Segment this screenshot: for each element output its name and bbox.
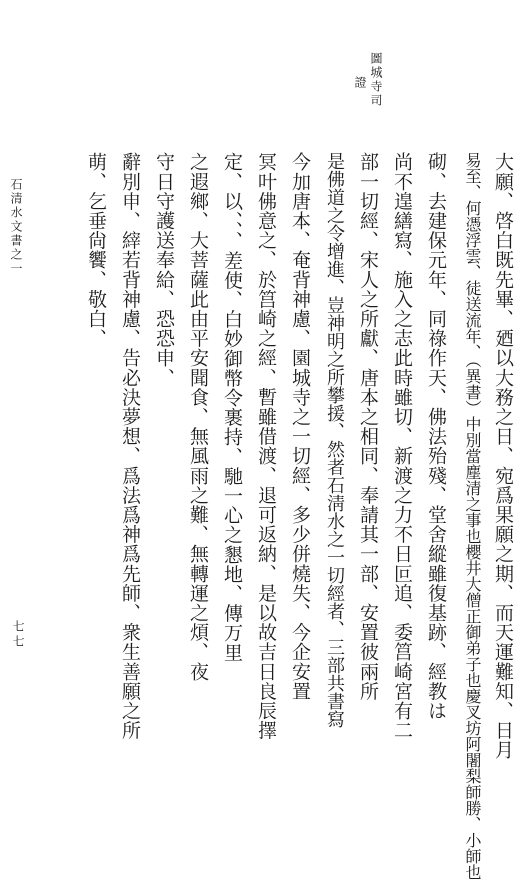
body-line-4: 尚不遑繕寫、施入之志此時雖切、新渡之力不日叵追、委筥崎宮有二	[391, 152, 413, 740]
body-line-7: 今加唐本、奄背神慮、園城寺之一切經、多少併燒失、今企安置	[289, 152, 311, 701]
body-line-10: 之遐鄉、大菩薩此由平安聞食、無風雨之難、無轉運之煩、夜	[187, 152, 209, 682]
body-line-9: 定、以、、、差使、白妙御幣令裹持、馳一心之懇地、傳万里	[221, 152, 243, 663]
body-line-3: 砌、去建保元年、同祿作天、佛法殆殘、堂舍縱雖復基跡、經教は	[425, 152, 447, 721]
body-line-5: 部一切經、宋人之所獻、唐本之相同、奉請其一部、安置彼兩所	[357, 152, 379, 701]
body-line-6: 是佛道之令增進、豈神明之所攀援、然者石淸水之一切經者、三部共書寫	[324, 152, 345, 728]
body-line-12: 辭別申、縡若背神慮、告必決夢想、爲法爲神爲先師、衆生善願之所	[119, 152, 141, 740]
subheading-line-1: 圖城寺司	[369, 52, 383, 108]
subheading-line-2: 證	[353, 76, 367, 90]
page-number: 七七	[11, 620, 25, 650]
body-line-13: 萌、乞垂尙饗、敬白、	[85, 152, 107, 348]
body-line-1: 大願、啓白既先畢、廼以大務之日、宛爲果願之期、而天運難知、日月	[492, 152, 514, 760]
running-header: 石清水文書之一	[9, 178, 23, 276]
body-line-8: 冥叶佛意之、於筥崎之經、暫雖借渡、退可返納、是以故吉日良辰擇	[255, 152, 277, 740]
body-line-11: 守日守護送奉給、恐恐申、	[153, 152, 175, 388]
body-line-2: 易至、何憑浮雲、徒送流年、（異書）中別當塵清之事也櫻井大僧正御弟子也慶叉坊阿闍梨師勝、小師也	[463, 152, 482, 880]
